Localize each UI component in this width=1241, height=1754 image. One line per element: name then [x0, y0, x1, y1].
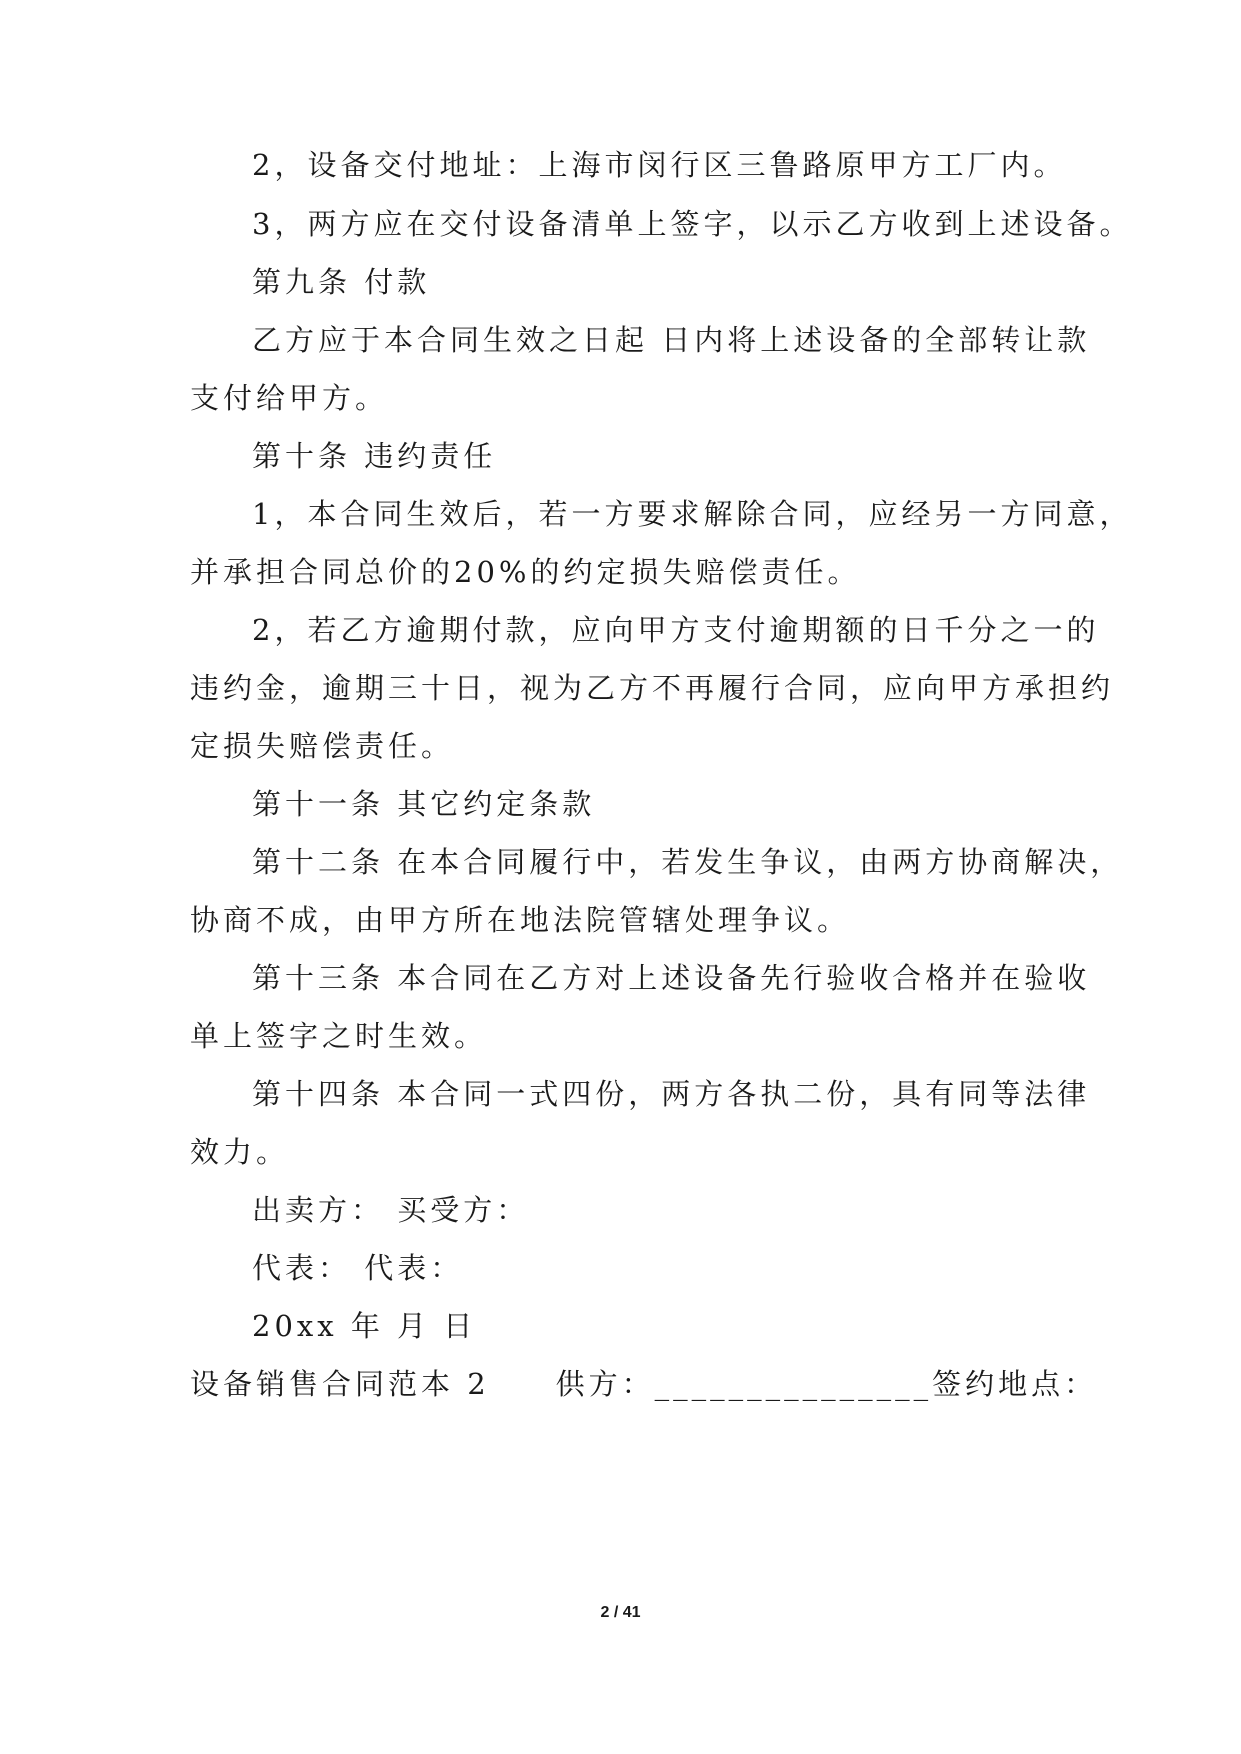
- article-heading: 第十一条 其它约定条款: [252, 787, 596, 821]
- clause-line: 单上签字之时生效。: [190, 1019, 488, 1053]
- signature-date: 20xx 年 月 日: [252, 1309, 477, 1343]
- clause-line: 定损失赔偿责任。: [190, 729, 455, 763]
- clause-line: 第十二条 在本合同履行中，若发生争议，由两方协商解决，: [252, 845, 1124, 879]
- clause-line: 并承担合同总价的20%的约定损失赔偿责任。: [190, 555, 861, 589]
- clause-line: 支付给甲方。: [190, 381, 389, 415]
- article-heading: 第九条 付款: [252, 265, 431, 299]
- clause-line: 协商不成，由甲方所在地法院管辖处理争议。: [190, 903, 851, 937]
- clause-line: 1，本合同生效后，若一方要求解除合同，应经另一方同意，: [252, 497, 1133, 531]
- signature-representatives: 代表： 代表：: [252, 1251, 464, 1285]
- clause-line: 违约金，逾期三十日，视为乙方不再履行合同，应向甲方承担约: [190, 671, 1115, 705]
- clause-line: 2，若乙方逾期付款，应向甲方支付逾期额的日千分之一的: [252, 613, 1100, 647]
- clause-line: 3，两方应在交付设备清单上签字，以示乙方收到上述设备。: [252, 207, 1133, 241]
- clause-line: 2，设备交付地址：上海市闵行区三鲁路原甲方工厂内。: [252, 148, 1067, 182]
- clause-line: 第十四条 本合同一式四份，两方各执二份，具有同等法律: [252, 1077, 1091, 1111]
- page-number: 2 / 41: [600, 1604, 641, 1621]
- clause-line: 效力。: [190, 1135, 290, 1169]
- signature-parties: 出卖方： 买受方：: [252, 1193, 530, 1227]
- clause-line: 第十三条 本合同在乙方对上述设备先行验收合格并在验收: [252, 961, 1091, 995]
- next-contract-heading: 设备销售合同范本 2 供方：_______________签约地点：: [190, 1367, 1098, 1401]
- clause-line: 乙方应于本合同生效之日起 日内将上述设备的全部转让款: [252, 323, 1091, 357]
- article-heading: 第十条 违约责任: [252, 439, 497, 473]
